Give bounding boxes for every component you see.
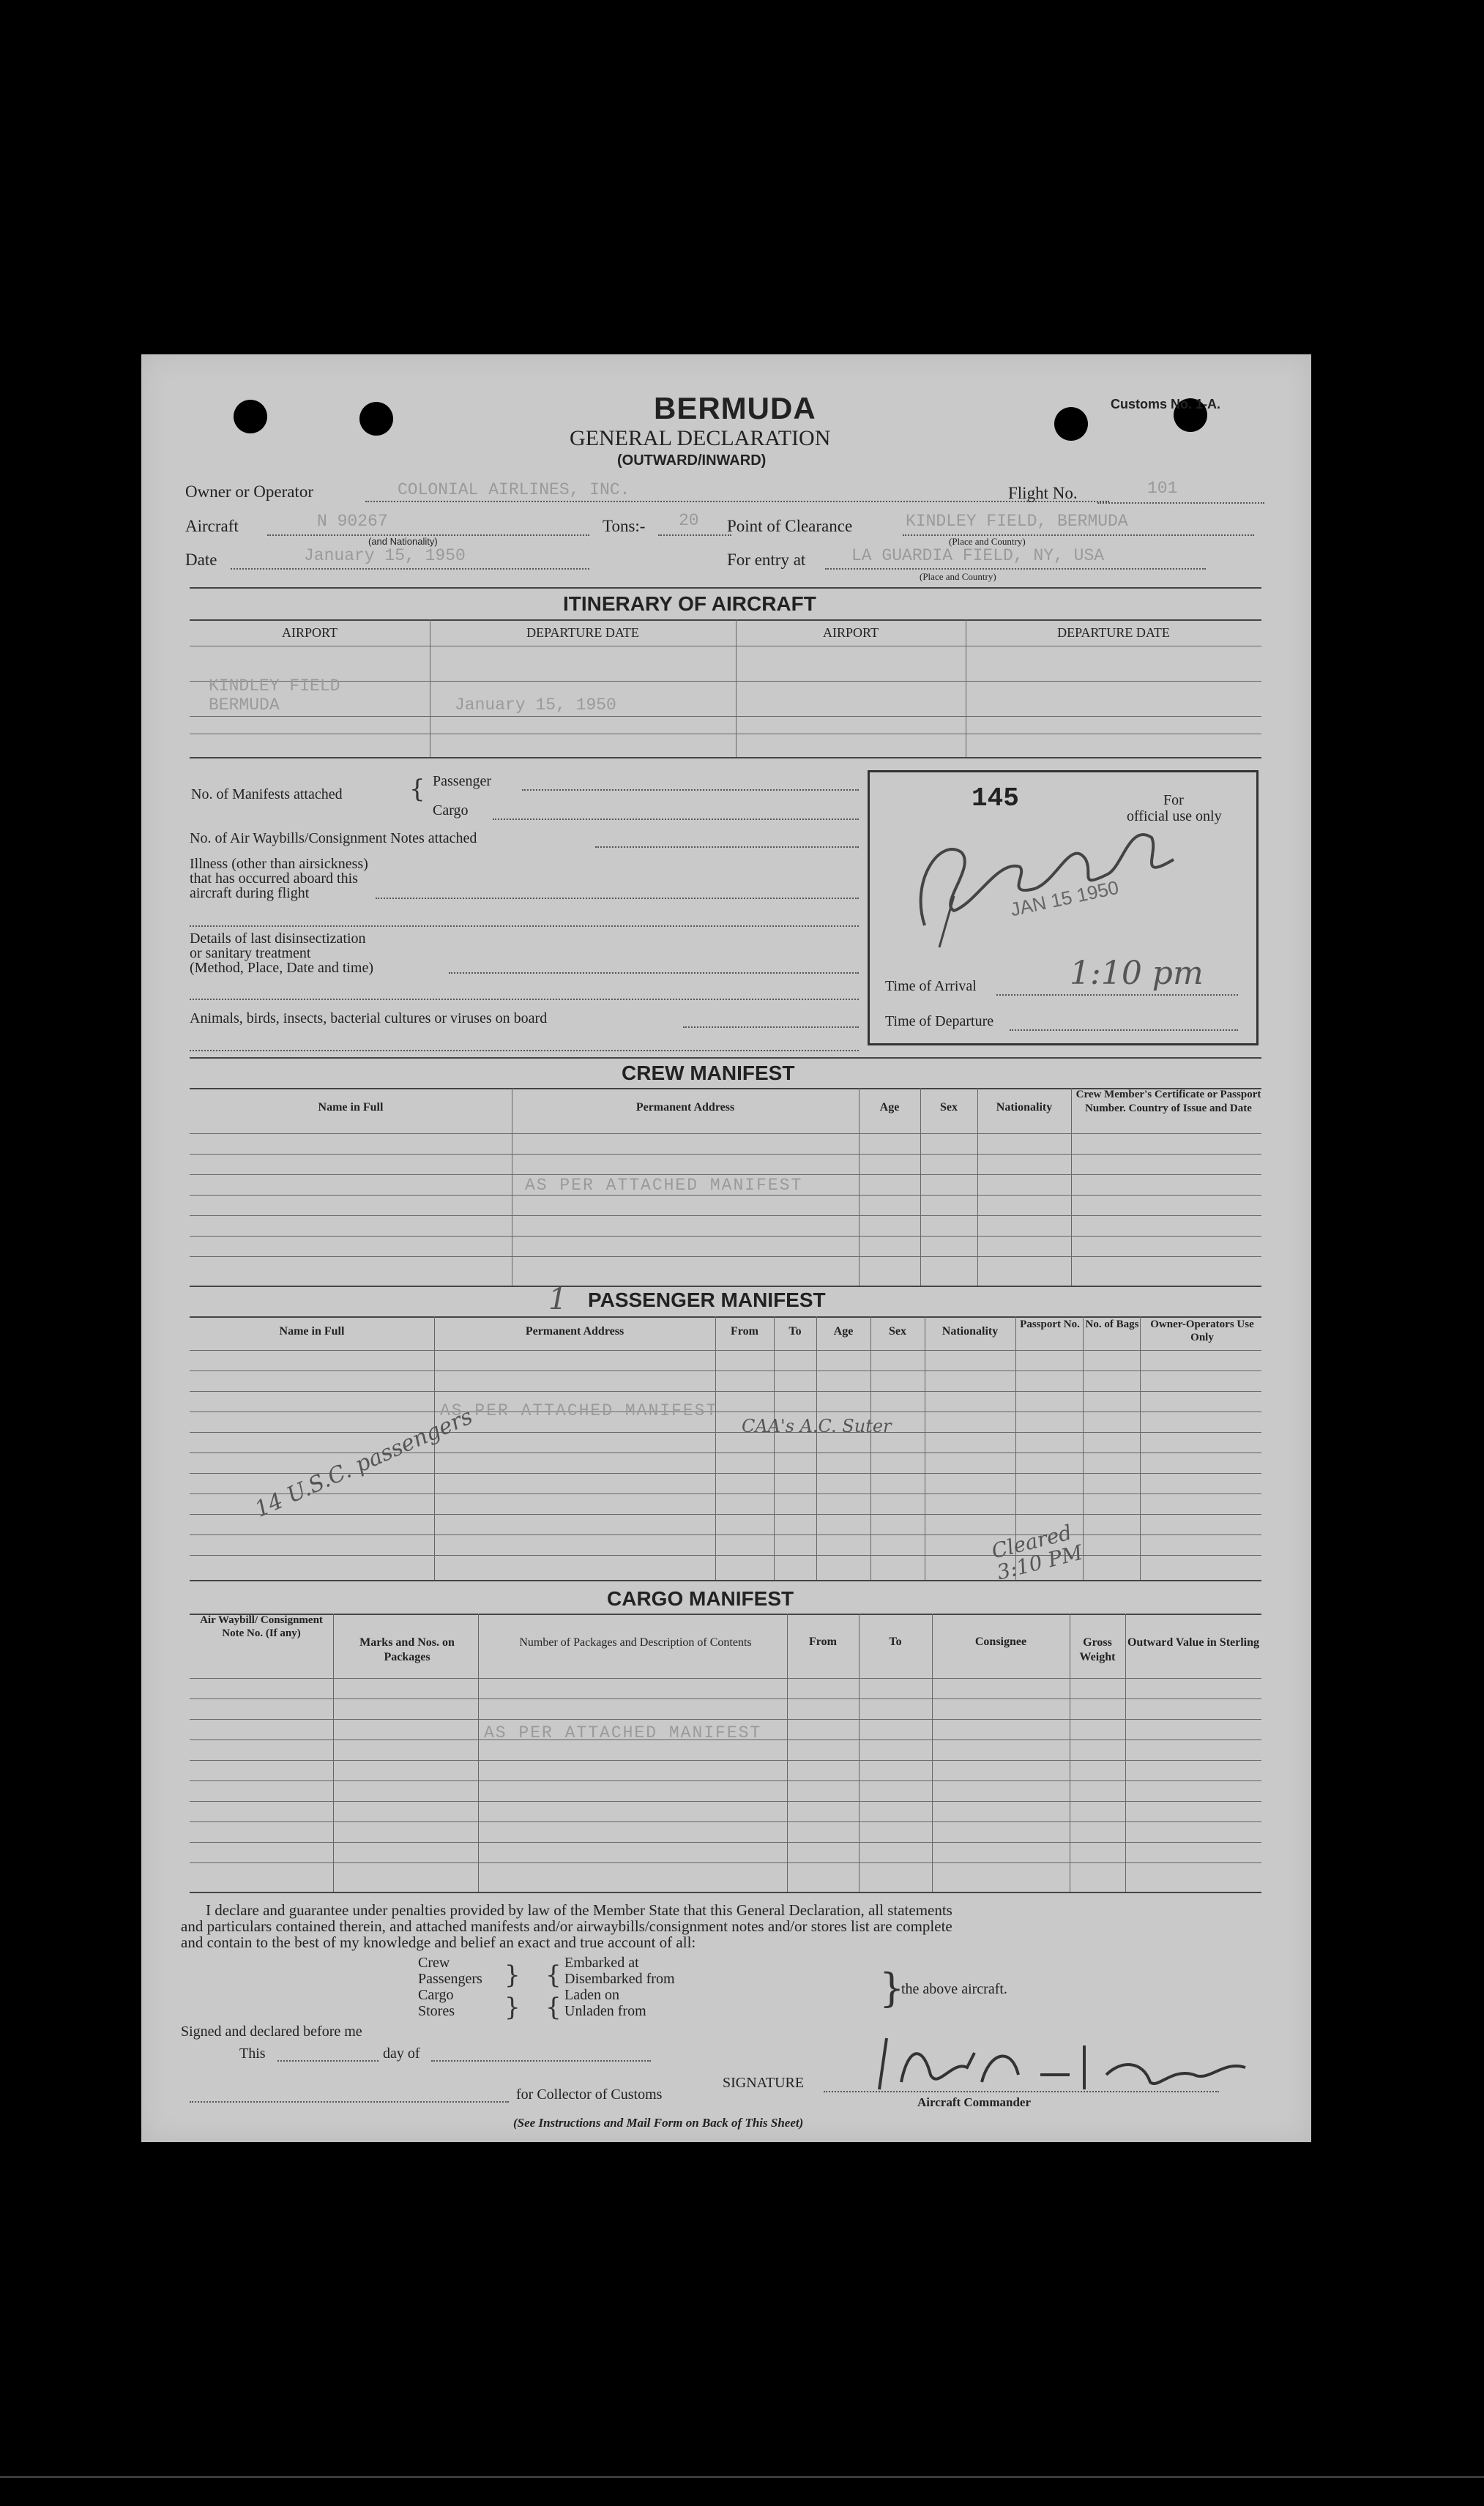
- cargo-header-packages: Number of Packages and Description of Contents: [519, 1636, 752, 1649]
- passenger-header-passport: Passport No.: [1020, 1319, 1080, 1330]
- cargo-header-consignee: Consignee: [974, 1636, 1027, 1648]
- collector-label: for Collector of Customs: [516, 2087, 663, 2103]
- entry-note: (Place and Country): [920, 571, 996, 582]
- cargo-header-marks: Marks and Nos. on Packages: [359, 1636, 455, 1663]
- cargo-manifest-title: CARGO MANIFEST: [607, 1587, 794, 1610]
- cargo-attached-stamp: AS PER ATTACHED MANIFEST: [484, 1723, 762, 1742]
- flight-label: Flight No.: [1008, 484, 1078, 502]
- form-number: Customs No. 1-A.: [1111, 397, 1221, 411]
- general-declaration-form: BERMUDA GENERAL DECLARATION (OUTWARD/INWARD) Customs No. 1-A. Owner or Operator COLONIAL AIRLINES, INC. Flight No. 101 Aircraft N 90267 (and Nationality) Tons:- 20 Point of Clearance KINDLEY FIELD, BERMUDA (Place and Country) Date January 15, 1950 For entry at LA GUARDIA FIELD, NY, USA (Place and Country) ITINERARY OF AIRCRAFT AIRPORT DEPARTURE DATE AIRPORT DEPARTURE DATE KINDLEY FIELD BERMUDA January 15, 1950 No. of Manifests attached { Passenger Cargo No. of Air Waybills/Consignment Notes attached Illness (other than airsickness) that has occurred aboard this aircraft during flight Details of last disinsectization or sanitary treatment (Method, Place, Date and time) Animals, birds, insects, bacterial cultures or viruses on board 145 For official use only JAN 15 1950 Time of Arrival 1:10 pm Time of Departure CREW MANIFEST Name in Full Permanent Address Age Sex Nationality Crew Member's Certificate or Passport Number. Country of Issue and Date AS PER ATTACHED MANIFEST 1 PASSENGER MANIFEST Name in Full Permanent Address From To Age Sex Nationality Passport No. No. of Bags Owner-Operators Use Only AS PER ATTACHED MANIFEST CAA's A.C. Suter 14 U.S.C. passengers Cleared 3:10 PM CARGO MANIFEST Air Waybill/ Consignment Note No. (If any) Marks and Nos. on Packages Number of Packages and Description of Contents From To Consignee Gross Weight Outward Value in Sterling AS PER ATTACHED MANIFEST I declare and guarantee under penalties provided by law of the Member State that this General Declaration, all statements and particulars contained therein, and attached manifests and/or airwaybills/consignment notes and/or stores list are complete and contain to the best of my knowledge and belief an exact and true account of all: Crew Passengers Cargo Stores } } { { Embarked at Disembarked from Laden on Unladen from } the above aircraft. Signed and declared before me This day of for Collector of Customs SIGNATURE Aircraft Commander (See Instructions and Mail Form on Back of This Sheet): [141, 354, 1311, 2142]
- crew-header-certificate: Crew Member's Certificate or Passport Number. Country of Issue and Date: [1075, 1089, 1261, 1114]
- cargo-header-weight: Gross Weight: [1079, 1636, 1116, 1663]
- date-value: January 15, 1950: [304, 546, 466, 565]
- departure-label: Time of Departure: [885, 1013, 994, 1029]
- animals-label: Animals, birds, insects, bacterial cultures or viruses on board: [190, 1010, 548, 1026]
- declaration-categories: Crew Passengers Cargo Stores: [418, 1955, 482, 2019]
- declaration-text: I declare and guarantee under penalties provided by law of the Member State that this General Declaration, all statements and particulars contained therein, and attached manifests and/or airwaybills/consignment notes and/or stores list are complete and contain to the best of my knowledge and belief an exact and true account of all:: [181, 1901, 952, 1951]
- punch-hole-1: [234, 400, 267, 433]
- date-label: Date: [185, 551, 217, 569]
- itinerary-title: ITINERARY OF AIRCRAFT: [563, 592, 816, 615]
- official-signature-mark: [895, 794, 1210, 969]
- signature-label: SIGNATURE: [723, 2075, 805, 2091]
- cargo-manifest-label: Cargo: [433, 802, 469, 818]
- entry-value: LA GUARDIA FIELD, NY, USA: [851, 546, 1105, 565]
- cargo-header-from: From: [809, 1636, 837, 1648]
- passenger-manifest-title: PASSENGER MANIFEST: [588, 1289, 826, 1311]
- passenger-header-sex: Sex: [889, 1325, 906, 1338]
- passenger-manifest-label: Passenger: [433, 773, 491, 789]
- this-label: This: [239, 2046, 266, 2062]
- owner-label: Owner or Operator: [185, 482, 313, 501]
- cleared-note: Cleared 3:10 PM: [989, 1520, 1086, 1585]
- footer-note: (See Instructions and Mail Form on Back of This Sheet): [513, 2116, 804, 2130]
- cargo-header-to: To: [889, 1636, 902, 1648]
- passenger-attached-stamp: AS PER ATTACHED MANIFEST: [440, 1401, 718, 1420]
- arrival-label: Time of Arrival: [885, 978, 977, 994]
- itinerary-airport-value-1: KINDLEY FIELD: [209, 676, 340, 696]
- illness-label: Illness (other than airsickness) that has occurred aboard this aircraft during flight: [190, 856, 368, 901]
- passenger-header-address: Permanent Address: [525, 1325, 624, 1338]
- aircraft-value: N 90267: [317, 512, 388, 531]
- official-number: 145: [972, 783, 1019, 813]
- flight-value: 101: [1147, 479, 1178, 498]
- itinerary-departure-value: January 15, 1950: [455, 696, 616, 715]
- crew-attached-stamp: AS PER ATTACHED MANIFEST: [525, 1176, 803, 1195]
- passenger-header-name: Name in Full: [279, 1325, 345, 1338]
- punch-hole-2: [359, 402, 393, 436]
- punch-hole-3: [1054, 407, 1088, 441]
- passenger-header-owner-use: Owner-Operators Use Only: [1150, 1319, 1254, 1343]
- passenger-header-nationality: Nationality: [942, 1325, 999, 1338]
- passenger-count-note: 14 U.S.C. passengers: [251, 1403, 477, 1523]
- manifests-label: No. of Manifests attached: [191, 786, 343, 802]
- crew-header-address: Permanent Address: [635, 1101, 735, 1114]
- commander-signature: [865, 2031, 1260, 2104]
- itinerary-header-airport-2: AIRPORT: [823, 625, 879, 640]
- passenger-header-age: Age: [833, 1325, 854, 1338]
- passenger-initials-note: CAA's A.C. Suter: [742, 1416, 892, 1436]
- declaration-actions: Embarked at Disembarked from Laden on Unladen from: [564, 1955, 675, 2019]
- day-of-label: day of: [383, 2046, 420, 2062]
- signed-declared-label: Signed and declared before me: [181, 2024, 362, 2040]
- official-date-stamp: JAN 15 1950: [1008, 876, 1121, 921]
- owner-value: COLONIAL AIRLINES, INC.: [398, 480, 630, 499]
- clearance-label: Point of Clearance: [727, 517, 853, 535]
- aircraft-note: (and Nationality): [368, 536, 438, 547]
- form-direction: (OUTWARD/INWARD): [617, 452, 767, 469]
- official-for-label: For: [1163, 792, 1184, 808]
- passenger-count-mark: 1: [548, 1283, 567, 1316]
- arrival-value: 1:10 pm: [1070, 955, 1204, 992]
- waybills-label: No. of Air Waybills/Consignment Notes attached: [190, 830, 477, 846]
- form-subtitle: GENERAL DECLARATION: [570, 426, 831, 450]
- itinerary-header-airport-1: AIRPORT: [282, 625, 338, 640]
- disinsectization-label: Details of last disinsectization or sanitary treatment (Method, Place, Date and time): [190, 931, 374, 976]
- scan-edge-line: [0, 2476, 1484, 2478]
- cargo-header-value: Outward Value in Sterling: [1127, 1636, 1260, 1649]
- itinerary-airport-value-2: BERMUDA: [209, 696, 280, 715]
- itinerary-header-departure-1: DEPARTURE DATE: [526, 625, 639, 640]
- cargo-header-waybill: Air Waybill/ Consignment Note No. (If any): [200, 1614, 323, 1639]
- crew-header-nationality: Nationality: [996, 1101, 1053, 1114]
- aircraft-label: Aircraft: [185, 517, 239, 535]
- entry-label: For entry at: [727, 551, 806, 569]
- itinerary-header-departure-2: DEPARTURE DATE: [1057, 625, 1170, 640]
- clearance-value: KINDLEY FIELD, BERMUDA: [906, 512, 1128, 531]
- tons-value: 20: [679, 511, 699, 530]
- commander-label: Aircraft Commander: [917, 2095, 1032, 2109]
- form-title: BERMUDA: [654, 391, 816, 425]
- declaration-above-aircraft: the above aircraft.: [901, 1981, 1007, 1997]
- official-use-label: official use only: [1127, 808, 1222, 824]
- crew-header-name: Name in Full: [318, 1101, 384, 1114]
- crew-manifest-title: CREW MANIFEST: [622, 1062, 795, 1084]
- passenger-header-bags: No. of Bags: [1085, 1319, 1139, 1330]
- tons-label: Tons:-: [603, 517, 646, 535]
- clearance-note: (Place and Country): [949, 536, 1026, 547]
- crew-header-age: Age: [879, 1101, 900, 1114]
- passenger-header-to: To: [788, 1325, 802, 1338]
- crew-header-sex: Sex: [940, 1101, 958, 1114]
- passenger-header-from: From: [731, 1325, 758, 1338]
